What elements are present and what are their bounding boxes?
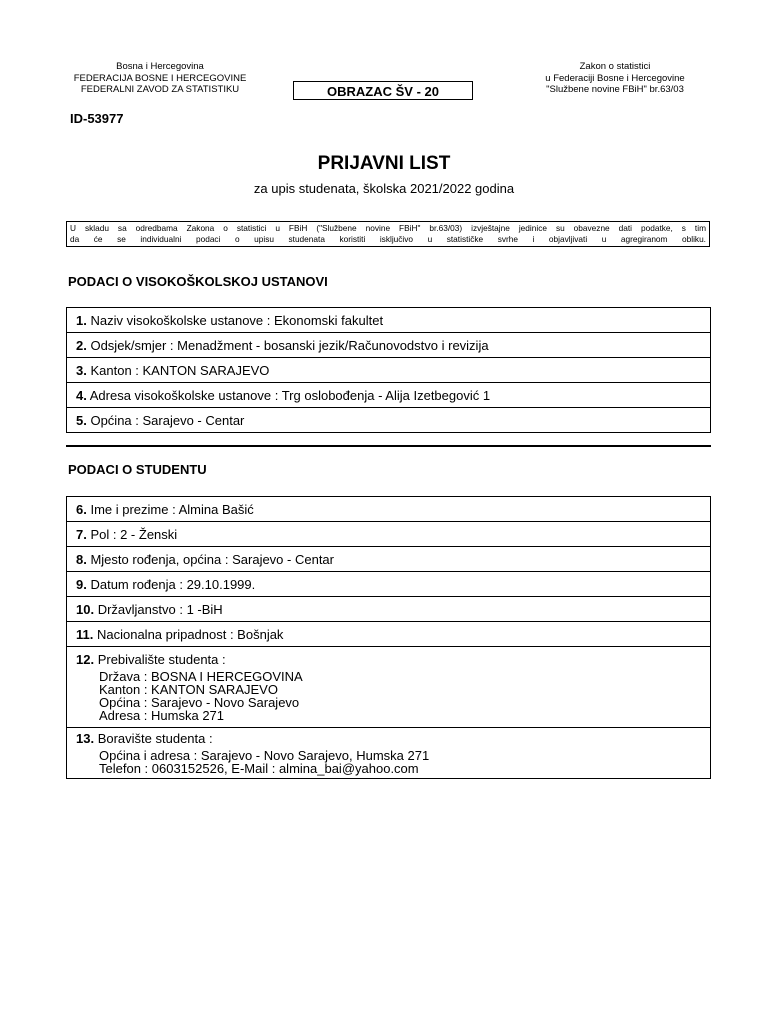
- section-title-institution: PODACI O VISOKOŠKOLSKOJ USTANOVI: [68, 274, 328, 289]
- issuer-line: Bosna i Hercegovina: [116, 61, 204, 72]
- issuer-line: FEDERACIJA BOSNE I HERCEGOVINE: [73, 72, 247, 84]
- table-row: [67, 308, 711, 333]
- row-label: Prebivalište studenta :: [97, 652, 226, 667]
- table-row: [67, 333, 711, 358]
- stay-line: Telefon : 0603152526, E-Mail : almina_bai@yahoo.com: [99, 761, 419, 776]
- row-number: 5.: [76, 412, 87, 428]
- row-text: Državljanstvo : 1 -BiH: [97, 601, 223, 617]
- table-row: [67, 622, 711, 647]
- law-line: "Službene novine FBiH" br.63/03: [546, 84, 684, 95]
- row-number: 3.: [76, 362, 87, 378]
- form-code-box: OBRAZAC ŠV - 20: [293, 81, 473, 100]
- residence-line: Država : BOSNA I HERCEGOVINA: [99, 669, 303, 684]
- table-row: [67, 522, 711, 547]
- row-text: Naziv visokoškolske ustanove : Ekonomski fakultet: [90, 312, 384, 328]
- row-number: 2.: [76, 337, 87, 353]
- stay-line: Općina i adresa : Sarajevo - Novo Sarajevo, Humska 271: [99, 748, 430, 763]
- table-row: [67, 597, 711, 622]
- row-number: 6.: [76, 501, 87, 517]
- row-text: Mjesto rođenja, općina : Sarajevo - Centar: [90, 551, 334, 567]
- table-row: [67, 497, 711, 522]
- table-row-residence: [67, 647, 711, 728]
- section-title-student: PODACI O STUDENTU: [68, 462, 207, 477]
- legal-notice-box: [66, 221, 710, 247]
- row-text: Kanton : KANTON SARAJEVO: [90, 362, 270, 378]
- row-text: Datum rođenja : 29.10.1999.: [90, 576, 256, 592]
- document-title: PRIJAVNI LIST: [317, 153, 451, 174]
- law-line: Zakon o statistici: [579, 61, 651, 72]
- table-row: [67, 358, 711, 383]
- issuer-line: FEDERALNI ZAVOD ZA STATISTIKU: [80, 84, 240, 95]
- row-number: 1.: [76, 312, 87, 328]
- row-number: 12.: [76, 652, 95, 667]
- table-row-stay: [67, 728, 711, 779]
- law-reference-header: [520, 61, 710, 96]
- row-text: Odsjek/smjer : Menadžment - bosanski jezik/Računovodstvo i revizija: [90, 337, 489, 353]
- row-label: Boravište studenta :: [97, 731, 213, 746]
- law-line: u Federaciji Bosne i Hercegovine: [545, 72, 685, 84]
- row-number: 8.: [76, 551, 87, 567]
- row-number: 7.: [76, 526, 87, 542]
- student-table: [66, 496, 711, 779]
- residence-line: Adresa : Humska 271: [99, 708, 225, 723]
- notice-line: U skladu sa odredbama Zakona o statistici u FBiH ("Službene novine FBiH" br.63/03) izvještajne jedinice su obavezne dati podatke, s tim: [70, 223, 706, 233]
- table-row: [67, 408, 711, 433]
- row-number: 10.: [76, 601, 95, 617]
- row-text: Općina : Sarajevo - Centar: [90, 412, 245, 428]
- document-subtitle: za upis studenata, školska 2021/2022 godina: [253, 181, 515, 196]
- institution-table: [66, 307, 711, 433]
- table-row: [67, 572, 711, 597]
- row-number: 4.: [76, 387, 87, 403]
- row-number: 11.: [76, 626, 94, 642]
- notice-line: da će se individualni podaci o upisu studenata koristiti isključivo u statističke svrhe i objavljivati u agregiranom obliku.: [70, 234, 706, 244]
- residence-line: Općina : Sarajevo - Novo Sarajevo: [99, 695, 300, 710]
- document-id: ID-53977: [70, 111, 124, 126]
- row-text: Nacionalna pripadnost : Bošnjak: [96, 626, 284, 642]
- table-row: [67, 547, 711, 572]
- table-row: [67, 383, 711, 408]
- row-text: Pol : 2 - Ženski: [90, 526, 178, 542]
- row-text: Ime i prezime : Almina Bašić: [90, 501, 254, 517]
- residence-line: Kanton : KANTON SARAJEVO: [99, 682, 278, 697]
- issuer-header: [60, 61, 260, 96]
- section-divider: [66, 445, 711, 447]
- row-text: Adresa visokoškolske ustanove : Trg oslobođenja - Alija Izetbegović 1: [89, 387, 491, 403]
- row-number: 9.: [76, 576, 87, 592]
- row-number: 13.: [76, 731, 95, 746]
